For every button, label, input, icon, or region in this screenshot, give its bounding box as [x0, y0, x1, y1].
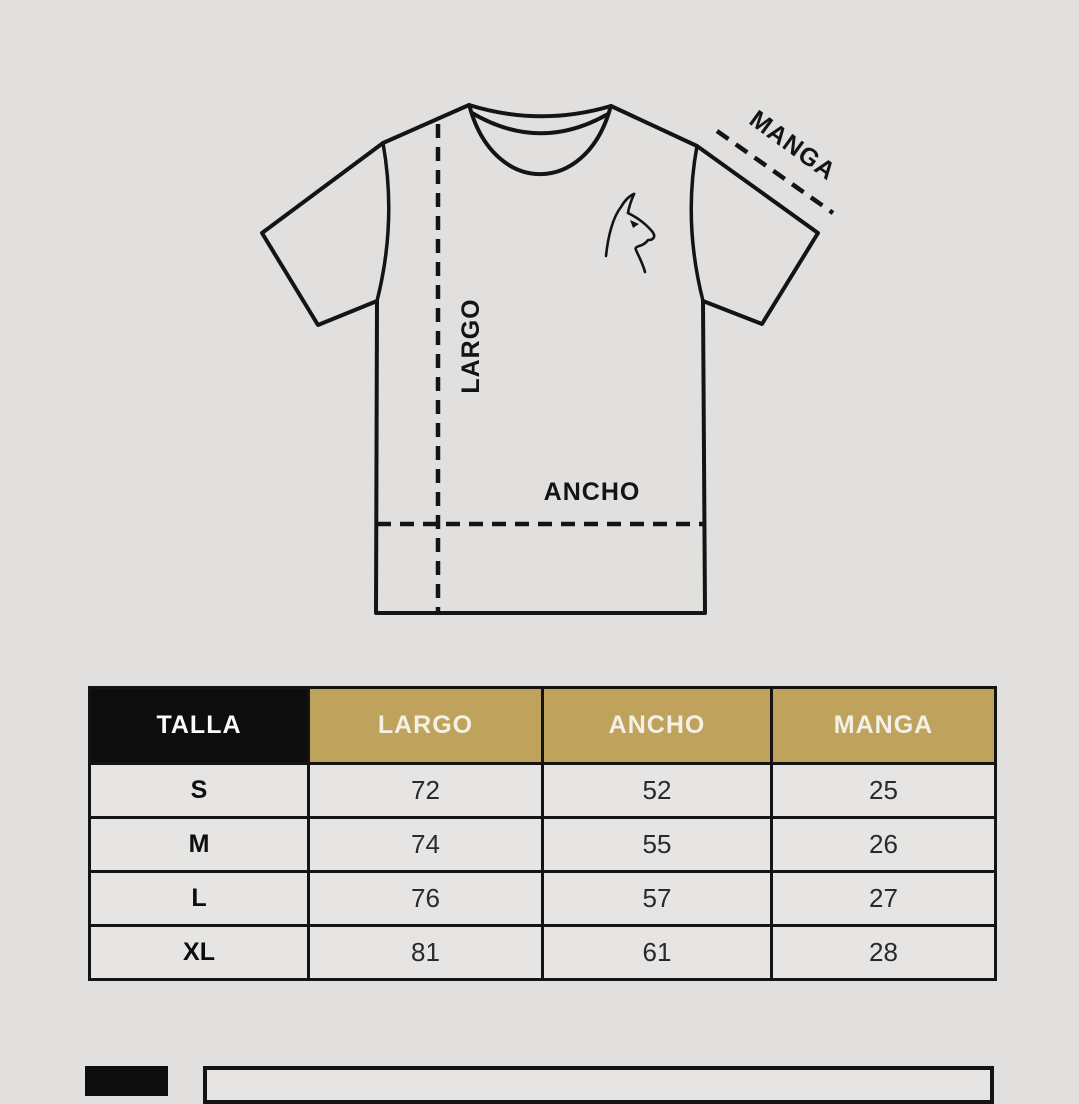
largo-cell: 81 — [309, 926, 543, 980]
size-cell: L — [90, 872, 309, 926]
header-ancho: ANCHO — [543, 688, 772, 764]
header-largo: LARGO — [309, 688, 543, 764]
ancho-cell: 55 — [543, 818, 772, 872]
size-cell: S — [90, 764, 309, 818]
manga-cell: 26 — [772, 818, 996, 872]
left-sleeve-seam — [377, 143, 389, 301]
header-talla: TALLA — [90, 688, 309, 764]
manga-cell: 25 — [772, 764, 996, 818]
table-row-m — [90, 818, 996, 872]
size-cell: M — [90, 818, 309, 872]
manga-label: MANGA — [744, 104, 842, 187]
size-cell: XL — [90, 926, 309, 980]
collar-outer-arc — [469, 105, 611, 116]
right-sleeve-seam — [691, 146, 703, 301]
table-row-l — [90, 872, 996, 926]
bottom-outlined-box — [203, 1066, 994, 1104]
ancho-cell: 52 — [543, 764, 772, 818]
largo-cell: 74 — [309, 818, 543, 872]
table-row-s — [90, 764, 996, 818]
header-manga: MANGA — [772, 688, 996, 764]
largo-cell: 72 — [309, 764, 543, 818]
manga-cell: 27 — [772, 872, 996, 926]
ancho-cell: 57 — [543, 872, 772, 926]
largo-cell: 76 — [309, 872, 543, 926]
size-table-header-row — [90, 688, 996, 764]
ancho-label: ANCHO — [543, 478, 641, 506]
size-table — [88, 686, 997, 981]
bottom-black-cell — [85, 1066, 168, 1096]
table-row-xl — [90, 926, 996, 980]
tshirt-outline — [262, 105, 818, 613]
ancho-cell: 61 — [543, 926, 772, 980]
manga-cell: 28 — [772, 926, 996, 980]
llama-logo-icon — [606, 194, 654, 272]
largo-label: LARGO — [457, 298, 485, 394]
